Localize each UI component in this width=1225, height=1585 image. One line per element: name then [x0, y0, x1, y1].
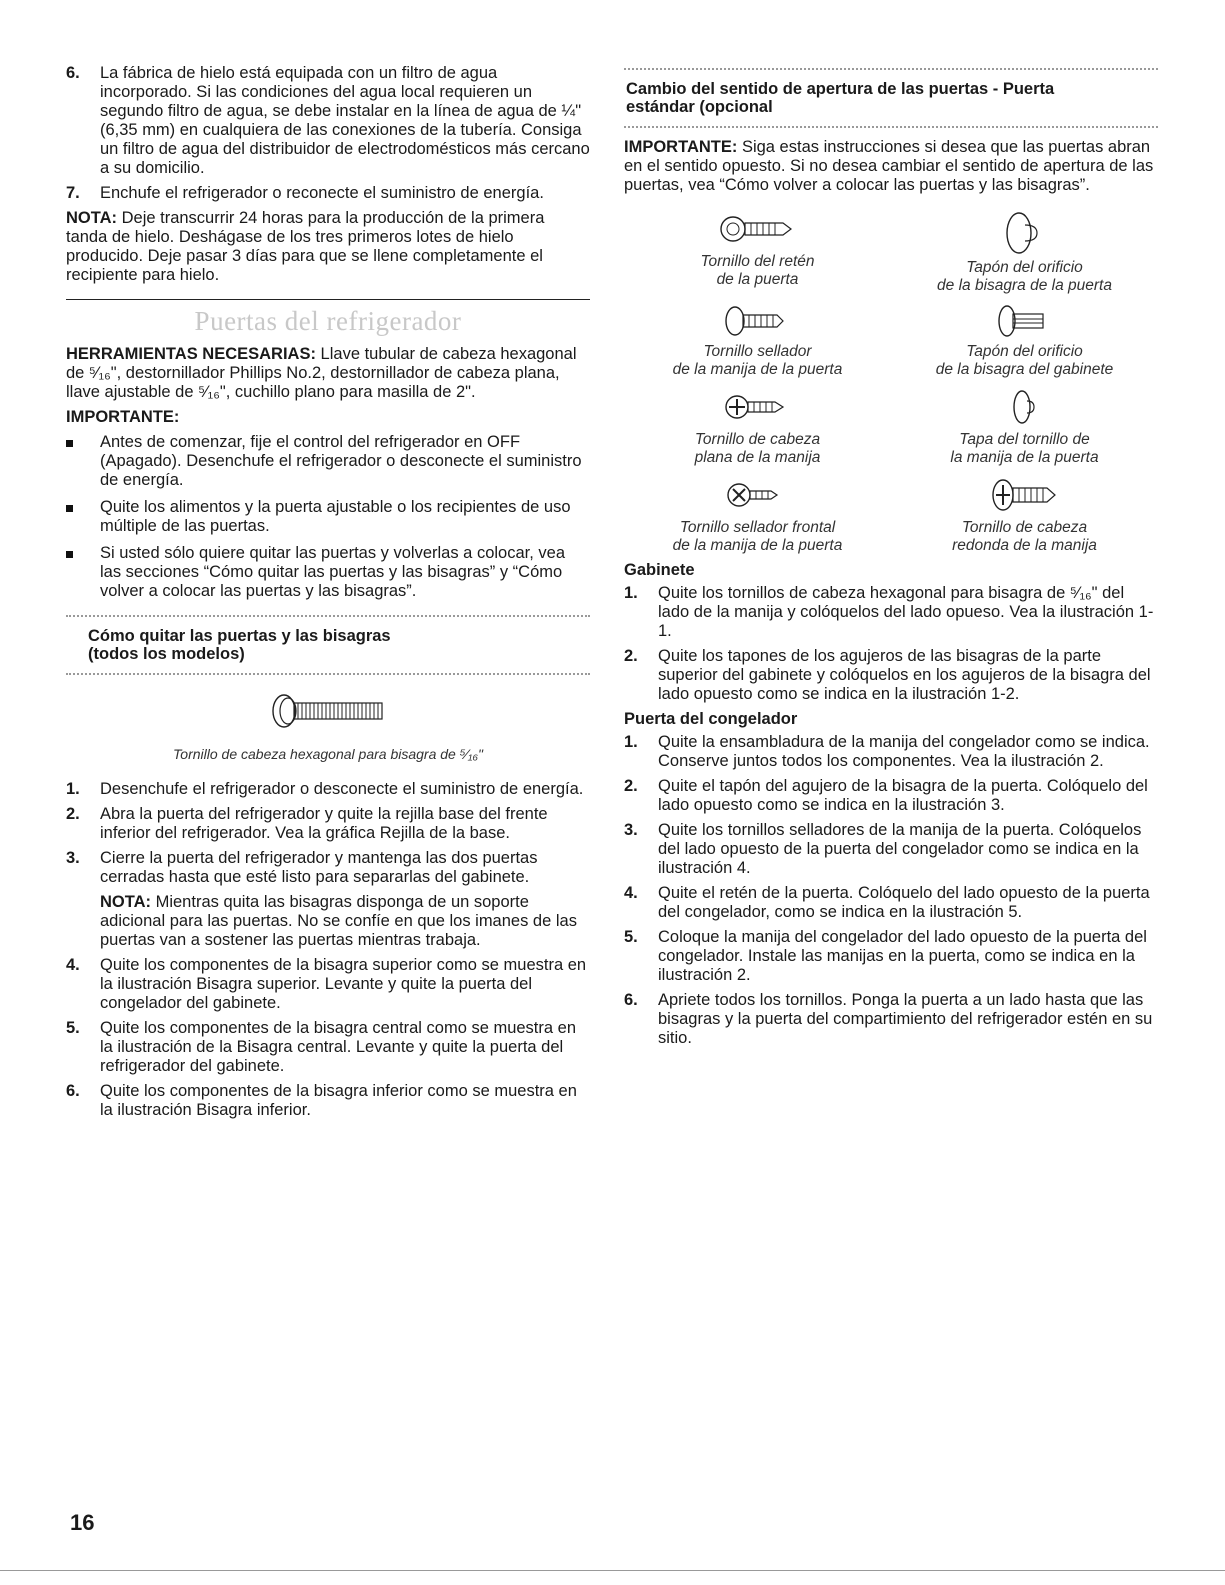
door-stop-screw-icon	[713, 207, 803, 251]
nota-label: NOTA:	[66, 209, 118, 227]
front-sealing-screw-icon	[713, 473, 803, 517]
step-item	[624, 777, 1158, 815]
step-number: 6.	[66, 1082, 80, 1100]
part-label: Tapón del orificio	[966, 343, 1083, 360]
step-text: Apriete todos los tornillos. Ponga la puerta a un lado hasta que las bisagras y la puerta del compartimiento del refrigerador estén en su sitio.	[658, 991, 1153, 1047]
step-text: Quite los tornillos selladores de la manija de la puerta. Colóquelos del lado opuesto de la puerta del congelador como se indica en la ilustración 4.	[658, 821, 1142, 877]
handle-sealing-screw-icon	[713, 301, 803, 341]
step-number: 5.	[66, 1019, 80, 1037]
nota-text: Mientras quita las bisagras disponga de un soporte adicional para las puertas. No se confíe en que los imanes de las puertas van a sostener las puertas mientras trabaja.	[100, 893, 577, 949]
step-text: Cierre la puerta del refrigerador y mantenga las dos puertas cerradas hasta que esté listo para separarlas del gabinete.	[100, 849, 538, 886]
page-number: 16	[70, 1510, 95, 1535]
step-item	[624, 928, 1158, 985]
step-item	[624, 733, 1158, 771]
part-front-sealing-screw	[624, 473, 891, 555]
part-label: Tornillo sellador	[703, 343, 812, 360]
removal-steps	[66, 780, 590, 1120]
step-number: 4.	[624, 884, 638, 902]
subsection-heading-line2: (todos los modelos)	[88, 645, 245, 663]
bullet-text: Si usted sólo quiere quitar las puertas y volverlas a colocar, vea las secciones “Cómo quitar las puertas y las bisagras” y “Cómo volver a colocar las puertas y las bisagras”.	[100, 544, 565, 600]
importante-text: Siga estas instrucciones si desea que las puertas abran en el sentido opuesto. Si no desea cambiar el sentido de apertura de las puertas, vea “Cómo volver a colocar las puertas y las bisagras”.	[624, 138, 1154, 194]
cabinet-hinge-plug-icon	[985, 301, 1065, 341]
nota-text: Deje transcurrir 24 horas para la producción de la primera tanda de hielo. Deshágase de los tres primeros lotes de hielo producido. Deje pasar 3 días para que se llene completamente el recipiente para hielo.	[66, 209, 545, 284]
step-number: 2.	[624, 777, 638, 795]
part-hinge-hole-plug	[891, 207, 1158, 295]
part-label: Tornillo de cabeza	[694, 431, 821, 448]
part-label: plana de la manija	[694, 449, 821, 466]
step-text: Quite los tornillos de cabeza hexagonal para bisagra de ⁵⁄₁₆" del lado de la manija y colóquelos del lado opueso. Vea la ilustración 1-1.	[658, 584, 1154, 640]
step-item	[624, 991, 1158, 1048]
part-flat-head-screw	[624, 385, 891, 467]
nota-paragraph	[66, 209, 590, 285]
step-text: Enchufe el refrigerador o reconecte el suministro de energía.	[100, 184, 544, 202]
step-number: 1.	[624, 733, 638, 751]
step-item	[66, 780, 590, 799]
step-item	[624, 884, 1158, 922]
hinge-hole-plug-icon	[995, 207, 1055, 257]
step-item	[66, 1019, 590, 1076]
step-number: 1.	[624, 584, 638, 602]
bullet-list	[66, 433, 590, 601]
congelador-heading: Puerta del congelador	[624, 710, 798, 728]
step-number: 2.	[66, 805, 80, 823]
part-handle-sealing-screw	[624, 301, 891, 379]
step-number: 5.	[624, 928, 638, 946]
step-text: Quite el retén de la puerta. Colóquelo del lado opuesto de la puerta del congelador, como se indica en la ilustración 5.	[658, 884, 1150, 921]
bullet-square-icon	[66, 498, 100, 536]
part-label: Tornillo de cabeza	[961, 519, 1088, 536]
step-number: 3.	[624, 821, 638, 839]
gabinete-heading: Gabinete	[624, 561, 695, 579]
part-label: Tapa del tornillo de	[959, 431, 1090, 448]
right-column	[624, 68, 1158, 1054]
left-column	[66, 64, 590, 1126]
section-title: Puertas del refrigerador	[194, 306, 462, 336]
step-number: 7.	[66, 184, 80, 202]
importante-paragraph	[624, 138, 1158, 195]
tools-label: HERRAMIENTAS NECESARIAS:	[66, 345, 316, 363]
subsection-heading-line2: estándar (opcional	[626, 98, 773, 116]
step-text: Abra la puerta del refrigerador y quite la rejilla base del frente inferior del refrigerador. Vea la gráfica Rejilla de la base.	[100, 805, 548, 842]
step-text: Quite el tapón del agujero de la bisagra de la puerta. Colóquelo del lado opuesto como se indica en la ilustración 3.	[658, 777, 1148, 814]
part-label: de la manija de la puerta	[672, 537, 843, 554]
part-label: Tornillo del retén	[700, 253, 815, 270]
bullet-text: Antes de comenzar, fije el control del refrigerador en OFF (Apagado). Desenchufe el refrigerador o desconecte el suministro de energía.	[100, 433, 582, 489]
part-label: Tapón del orificio	[966, 259, 1083, 276]
importante-heading: IMPORTANTE:	[66, 408, 180, 426]
list-item	[66, 544, 590, 601]
part-label: la manija de la puerta	[950, 449, 1099, 466]
part-label: de la bisagra del gabinete	[935, 361, 1114, 378]
screw-cap-icon	[1000, 385, 1050, 429]
hex-head-bolt-icon	[268, 691, 388, 731]
step-number: 4.	[66, 956, 80, 974]
step-item	[624, 647, 1158, 704]
step-number: 2.	[624, 647, 638, 665]
step-text: Quite los componentes de la bisagra central como se muestra en la ilustración de la Bisagra central. Levante y quite la puerta del refrigerador del gabinete.	[100, 1019, 577, 1075]
step-nota	[100, 893, 590, 950]
subsection-heading-line1: Cambio del sentido de apertura de las puertas - Puerta	[626, 80, 1055, 98]
subsection-heading-line1: Cómo quitar las puertas y las bisagras	[88, 627, 391, 645]
step-item	[624, 584, 1158, 641]
step-number: 6.	[66, 64, 80, 82]
flat-head-screw-icon	[713, 385, 803, 429]
part-screw-cap	[891, 385, 1158, 467]
list-item	[66, 498, 590, 536]
step-item	[66, 805, 590, 843]
part-cabinet-hinge-plug	[891, 301, 1158, 379]
page-bottom-rule	[0, 1570, 1225, 1571]
part-label: de la bisagra de la puerta	[937, 277, 1112, 294]
importante-label: IMPORTANTE:	[624, 138, 738, 156]
step-number: 1.	[66, 780, 80, 798]
step-text: Quite la ensambladura de la manija del congelador como se indica. Conserve juntos todos los componentes. Vea la ilustración 2.	[658, 733, 1150, 770]
step-text: Quite los componentes de la bisagra superior como se muestra en la ilustración Bisagra superior. Levante y quite la puerta del congelador del gabinete.	[100, 956, 587, 1012]
list-item	[66, 433, 590, 490]
bullet-square-icon	[66, 544, 100, 601]
subsection-heading-box	[624, 68, 1158, 128]
part-label: de la puerta	[716, 271, 799, 288]
nota-label: NOTA:	[100, 893, 152, 911]
step-item	[66, 64, 590, 178]
part-round-head-screw	[891, 473, 1158, 555]
section-divider	[66, 299, 590, 300]
step-item	[66, 1082, 590, 1120]
part-label: de la manija de la puerta	[672, 361, 843, 378]
hex-bolt-illustration	[66, 691, 590, 762]
parts-grid	[624, 207, 1158, 555]
bullet-square-icon	[66, 433, 100, 490]
step-text: Desenchufe el refrigerador o desconecte el suministro de energía.	[100, 780, 584, 798]
round-head-screw-icon	[975, 473, 1075, 517]
step-number: 3.	[66, 849, 80, 867]
step-text: Coloque la manija del congelador del lado opuesto de la puerta del congelador. Instale las manijas en la puerta, como se indica en la ilustración 2.	[658, 928, 1147, 984]
part-label: redonda de la manija	[952, 537, 1097, 554]
step-item	[66, 184, 590, 203]
subsection-heading-box	[66, 615, 590, 675]
part-label: Tornillo sellador frontal	[679, 519, 836, 536]
bullet-text: Quite los alimentos y la puerta ajustable o los recipientes de uso múltiple de las puertas.	[100, 498, 571, 535]
bolt-caption: Tornillo de cabeza hexagonal para bisagra de ⁵⁄₁₆"	[173, 746, 483, 762]
part-door-stop-screw	[624, 207, 891, 295]
tools-paragraph	[66, 345, 590, 402]
step-text: La fábrica de hielo está equipada con un filtro de agua incorporado. Si las condiciones del agua local requieren un segundo filtro de agua, se debe instalar en la línea de agua de ¼" (6,35 mm) en cualquiera de las conexiones de la tubería. Consiga un filtro de agua del distribuidor de electrodomésticos más cercano a su domicilio.	[100, 64, 590, 177]
tools-text: Llave tubular de cabeza hexagonal de ⁵⁄₁₆", destornillador Phillips No.2, destornillador de cabeza plana, llave ajustable de ⁵⁄₁₆", cuchillo plano para masilla de 2".	[66, 345, 577, 401]
step-text: Quite los componentes de la bisagra inferior como se muestra en la ilustración Bisagra inferior.	[100, 1082, 577, 1119]
step-item	[66, 849, 590, 887]
step-item	[66, 956, 590, 1013]
step-number: 6.	[624, 991, 638, 1009]
step-item	[624, 821, 1158, 878]
step-text: Quite los tapones de los agujeros de las bisagras de la parte superior del gabinete y colóquelos en los agujeros de la bisagra del lado opuesto como se indica en la ilustración 1-2.	[658, 647, 1151, 703]
